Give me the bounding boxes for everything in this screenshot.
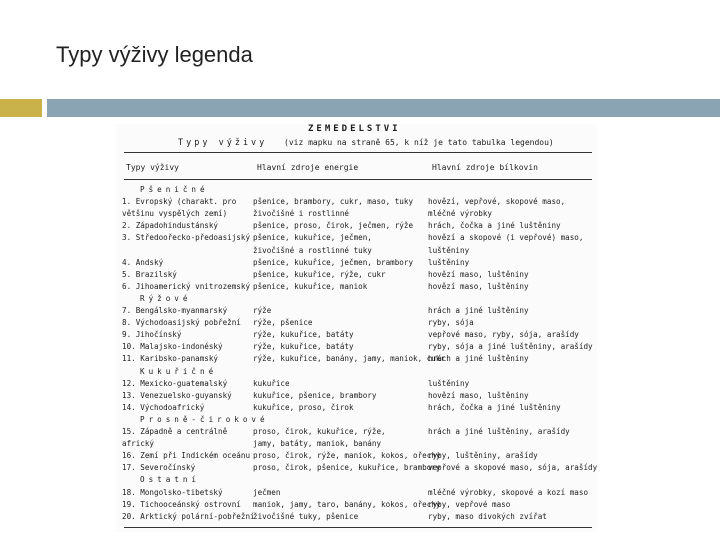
protein-cell: hovězí maso, luštěniny — [428, 281, 529, 291]
table-row — [116, 196, 597, 207]
type-cell: 15. Západně a centrálně — [122, 427, 228, 436]
table-heading: ZEMĚDĚLSTVÍ — [308, 124, 401, 134]
column-header-protein: Hlavní zdroje bílkovin — [432, 163, 538, 172]
protein-cell: luštěniny — [428, 257, 470, 267]
protein-cell: hrách a jiné luštěniny — [428, 306, 529, 315]
protein-cell: hrách a jiné luštěniny — [428, 354, 529, 364]
table-row — [116, 450, 597, 461]
protein-cell: ryby, sója — [428, 318, 474, 328]
protein-cell: vepřové maso, ryby, sója, arašídy — [428, 330, 579, 340]
energy-cell: pšenice, brambory, cukr, maso, tuky — [253, 197, 414, 207]
protein-cell: mléčné výrobky, skopové a kozí maso — [428, 487, 589, 497]
table-row — [116, 257, 597, 268]
title-divider-bar — [47, 99, 720, 117]
group-label: Prosně-čirokové — [140, 414, 269, 424]
energy-cell: živočišné i rostlinné — [253, 209, 350, 219]
type-cell: 4. Andský — [122, 257, 164, 267]
protein-cell: hovězí, vepřové, skopové maso, — [428, 197, 566, 207]
energy-cell: kukuřice, proso, čirok — [253, 402, 354, 412]
type-cell: 18. Mongolsko-tibetský — [122, 487, 223, 497]
energy-cell: pšenice, proso, čirok, ječmen, rýže — [253, 221, 414, 231]
table-row — [116, 341, 597, 352]
table-row — [116, 426, 597, 437]
table-group-row — [116, 184, 597, 195]
energy-cell: pšenice, kukuřice, ječmen, — [253, 233, 372, 243]
column-header-type: Typy výživy — [126, 163, 179, 172]
table-row — [116, 462, 597, 473]
table-row — [116, 378, 597, 389]
energy-cell: ječmen — [253, 487, 281, 497]
protein-cell: hovězí maso, luštěniny — [428, 269, 529, 279]
type-cell: 12. Mexicko-guatemalský — [122, 378, 228, 388]
energy-cell: pšenice, kukuřice, maniok — [253, 281, 368, 291]
energy-cell: rýže, kukuřice, batáty — [253, 330, 354, 340]
energy-cell: rýže, kukuřice, batáty — [253, 342, 354, 352]
table-row — [116, 511, 597, 522]
type-cell: africký — [122, 439, 155, 449]
energy-cell: maniok, jamy, taro, banány, kokos, ořechy — [253, 499, 441, 509]
table-rule-header — [124, 179, 592, 180]
energy-cell: proso, čirok, rýže, maniok, kokos, ořechy — [253, 451, 441, 461]
energy-cell: živočišné tuky, pšenice — [253, 511, 359, 521]
type-cell: většinu vyspělých zemí) — [122, 209, 228, 219]
type-cell: 3. Středoořecko-předoasijský — [122, 233, 251, 243]
table-row — [116, 269, 597, 280]
table-row — [116, 353, 597, 364]
protein-cell: hrách, čočka a jiné luštěniny — [428, 402, 561, 412]
type-cell: 14. Východoafrický — [122, 402, 205, 412]
accent-bar — [0, 99, 42, 117]
column-header-energy: Hlavní zdroje energie — [257, 163, 359, 172]
protein-cell: vepřové a skopové maso, sója, arašídy — [428, 463, 597, 473]
table-row — [116, 232, 597, 243]
table-row — [116, 487, 597, 498]
scanned-table — [116, 124, 597, 532]
type-cell: 16. Zemí při Indickém oceánu — [122, 451, 251, 461]
table-row — [116, 220, 597, 231]
group-label: Rýžové — [140, 293, 192, 303]
energy-cell: proso, čirok, pšenice, kukuřice, brambory — [253, 463, 441, 473]
table-rule-bottom — [124, 527, 592, 528]
energy-cell: živočišné a rostlinné tuky — [253, 245, 372, 255]
table-group-row — [116, 366, 597, 377]
type-cell: 7. Bengálsko-myanmarský — [122, 306, 228, 315]
protein-cell: mléčné výrobky — [428, 209, 493, 219]
type-cell: 9. Jihočínský — [122, 330, 182, 340]
protein-cell: hrách, čočka a jiné luštěniny — [428, 221, 561, 231]
table-note: (viz mapku na straně 65, k níž je tato tabulka legendou) — [284, 138, 554, 147]
energy-cell: rýže — [253, 306, 272, 315]
table-rule-top — [124, 152, 592, 153]
table-group-row — [116, 474, 597, 485]
group-label: Ostatní — [140, 475, 201, 485]
protein-cell: luštěniny — [428, 245, 470, 255]
energy-cell: proso, čirok, kukuřice, rýže, — [253, 427, 386, 436]
table-row — [116, 317, 597, 328]
table-row — [116, 499, 597, 510]
table-row — [116, 438, 597, 449]
type-cell: 10. Malajsko-indonéský — [122, 342, 223, 352]
protein-cell: hovězí a skopové (i vepřové) maso, — [428, 233, 584, 243]
energy-cell: kukuřice, pšenice, brambory — [253, 390, 377, 400]
energy-cell: pšenice, kukuřice, ječmen, brambory — [253, 257, 414, 267]
type-cell: 17. Severočínský — [122, 463, 196, 473]
energy-cell: kukuřice — [253, 378, 290, 388]
type-cell: 8. Východoasijský pobřežní — [122, 318, 241, 328]
slide-title: Typy výživy legenda — [56, 42, 253, 67]
type-cell: 13. Venezuelsko-guyanský — [122, 390, 232, 400]
energy-cell: rýže, pšenice — [253, 318, 313, 328]
energy-cell: pšenice, kukuřice, rýže, cukr — [253, 269, 386, 279]
protein-cell: ryby, maso divokých zvířat — [428, 511, 547, 521]
energy-cell: jamy, batáty, maniok, banány — [253, 439, 382, 449]
table-row — [116, 390, 597, 401]
protein-cell: ryby, sója a jiné luštěniny, arašídy — [428, 342, 593, 352]
protein-cell: hovězí maso, luštěniny — [428, 390, 529, 400]
type-cell: 20. Arktický polární-pobřežní — [122, 511, 255, 521]
type-cell: 2. Západohindustánský — [122, 221, 219, 231]
table-row — [116, 402, 597, 413]
table-row — [116, 208, 597, 219]
energy-cell: rýže, kukuřice, banány, jamy, maniok, cukr — [253, 354, 446, 364]
table-subheading: Typy výživy — [178, 138, 268, 148]
protein-cell: ryby, luštěniny, arašídy — [428, 451, 538, 461]
table-group-row — [116, 293, 597, 304]
type-cell: 11. Karibsko-panamský — [122, 354, 219, 364]
table-row — [116, 305, 597, 316]
type-cell: 19. Tichooceánský ostrovní — [122, 499, 241, 509]
type-cell: 1. Evropský (charakt. pro — [122, 197, 237, 207]
table-row — [116, 245, 597, 256]
type-cell: 6. Jihoamerický vnitrozemský — [122, 281, 251, 291]
protein-cell: ryby, vepřové maso — [428, 499, 511, 509]
table-group-row — [116, 414, 597, 425]
type-cell: 5. Brazilský — [122, 269, 177, 279]
table-row — [116, 329, 597, 340]
protein-cell: hrách a jiné luštěniny, arašídy — [428, 427, 570, 436]
group-label: Pšeničné — [140, 185, 209, 194]
table-row — [116, 281, 597, 292]
protein-cell: luštěniny — [428, 378, 470, 388]
group-label: Kukuřičné — [140, 366, 218, 376]
